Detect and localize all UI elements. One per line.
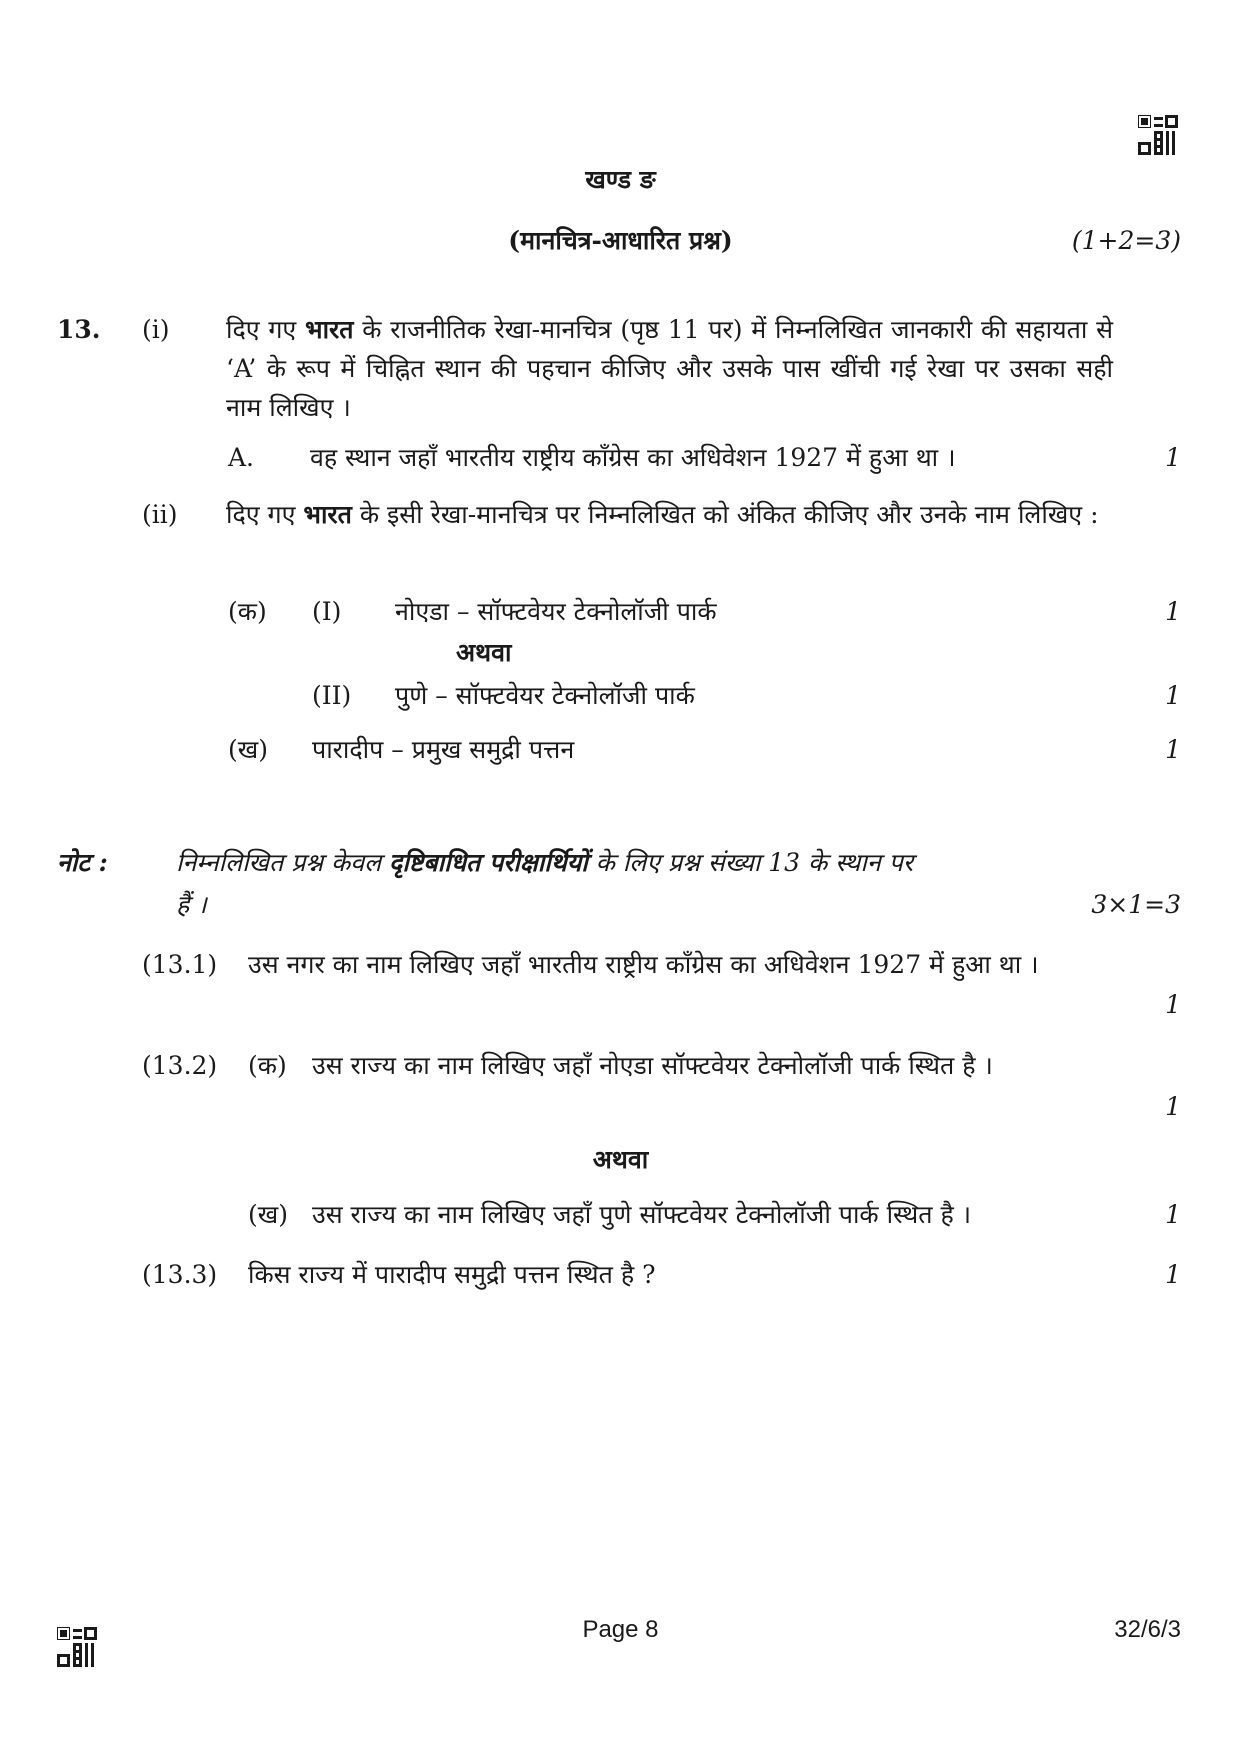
part-i-item-label: A.	[228, 443, 255, 472]
part-ii-ka-i-label: (I)	[312, 597, 342, 626]
q13-1-marks: 1	[1165, 990, 1181, 1019]
part-i-label: (i)	[142, 315, 170, 344]
note-label: नोट :	[57, 848, 108, 877]
q13-2-kha-marks: 1	[1165, 1200, 1181, 1229]
q13-2-ka-label: (क)	[248, 1051, 287, 1080]
part-ii-label: (ii)	[142, 500, 178, 529]
q13-3-marks: 1	[1165, 1260, 1181, 1289]
q13-2-ka-marks: 1	[1165, 1092, 1181, 1121]
section-subheading: (मानचित्र-आधारित प्रश्न)	[508, 226, 733, 255]
part-ii-ka-ii-text: पुणे – सॉफ्टवेयर टेक्नोलॉजी पार्क	[395, 681, 695, 710]
q13-3-label: (13.3)	[142, 1260, 218, 1289]
q13-1-text: उस नगर का नाम लिखिए जहाँ भारतीय राष्ट्रीय काँग्रेस का अधिवेशन 1927 में हुआ था ।	[248, 950, 1039, 979]
athva-divider: अथवा	[592, 1145, 649, 1174]
section-heading: खण्ड ङ	[585, 165, 656, 194]
page-number: Page 8	[582, 1616, 659, 1643]
q13-2-label: (13.2)	[142, 1051, 218, 1080]
part-ii-ka-ii-label: (II)	[312, 681, 352, 710]
part-i-text: दिए गए भारत के राजनीतिक रेखा-मानचित्र (पृष्ठ 11 पर) में निम्नलिखित जानकारी की सहायता से ‘A’ के रूप में चिह्नित स्थान की पहचान कीजिए और उसके पास खींची गई रेखा पर उसका सही नाम लिखिए ।	[226, 315, 1113, 422]
part-ii-kha-marks: 1	[1165, 735, 1181, 764]
part-ii-ka-i-text: नोएडा – सॉफ्टवेयर टेक्नोलॉजी पार्क	[395, 597, 717, 626]
part-ii-kha-text: पारादीप – प्रमुख समुद्री पत्तन	[312, 735, 575, 764]
q13-1-label: (13.1)	[142, 950, 218, 979]
paper-code: 32/6/3	[1114, 1616, 1181, 1643]
note-text-line2: हैं ।	[176, 890, 207, 919]
part-ii-ka-label: (क)	[228, 597, 267, 626]
q13-2-kha-text: उस राज्य का नाम लिखिए जहाँ पुणे सॉफ्टवेयर टेक्नोलॉजी पार्क स्थित है ।	[312, 1200, 972, 1229]
part-i-item-text: वह स्थान जहाँ भारतीय राष्ट्रीय काँग्रेस का अधिवेशन 1927 में हुआ था ।	[310, 443, 956, 472]
part-i-item-marks: 1	[1165, 443, 1181, 472]
part-ii-ka-ii-marks: 1	[1165, 681, 1181, 710]
section-marks: (1+2=3)	[1071, 226, 1181, 255]
q13-2-ka-text: उस राज्य का नाम लिखिए जहाँ नोएडा सॉफ्टवेयर टेक्नोलॉजी पार्क स्थित है ।	[312, 1051, 993, 1080]
note-text: निम्नलिखित प्रश्न केवल दृष्टिबाधित परीक्षार्थियों के लिए प्रश्न संख्या 13 के स्थान पर	[176, 848, 914, 877]
question-number: 13.	[57, 315, 101, 344]
note-marks: 3×1=3	[1091, 890, 1181, 919]
part-ii-text: दिए गए भारत के इसी रेखा-मानचित्र पर निम्नलिखित को अंकित कीजिए और उनके नाम लिखिए :	[226, 500, 1099, 529]
athva-divider: अथवा	[456, 638, 512, 667]
part-ii-kha-label: (ख)	[228, 735, 268, 764]
part-ii-ka-i-marks: 1	[1165, 597, 1181, 626]
q13-3-text: किस राज्य में पारादीप समुद्री पत्तन स्थित है ?	[248, 1260, 656, 1289]
qr-code-icon	[1138, 115, 1178, 155]
q13-2-kha-label: (ख)	[248, 1200, 288, 1229]
